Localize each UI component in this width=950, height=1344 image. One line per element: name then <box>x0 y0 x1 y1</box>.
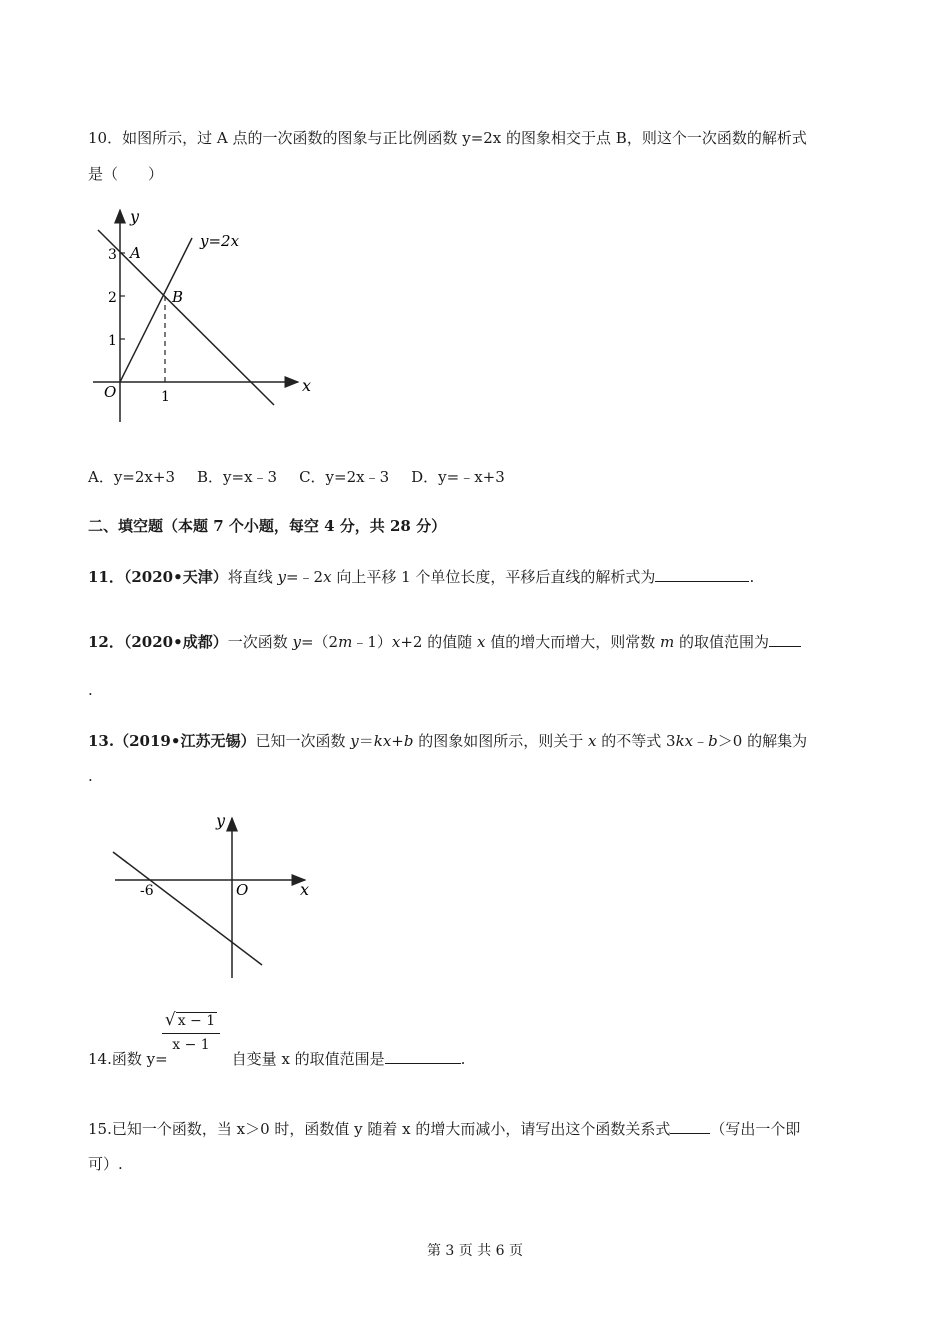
q10-line-ab <box>98 230 274 405</box>
q11-answer-blank[interactable] <box>655 566 749 582</box>
q13-origin-label: O <box>236 881 249 899</box>
q10-xtick-1: 1 <box>161 389 170 405</box>
page-footer: 第 3 页 共 6 页 <box>426 1243 524 1259</box>
q10-option-b[interactable]: B．y=x﹣3 <box>197 468 278 486</box>
q12-answer-blank[interactable] <box>769 631 801 647</box>
q12-source: （2020•成都） <box>123 633 228 651</box>
q10-stem-line2: 是（ ） <box>88 165 164 183</box>
q11-stem: 11．（2020•天津）将直线 y=﹣2x 向上平移 1 个单位长度，平移后直线的解析式为 . <box>88 568 755 586</box>
q11-source: （2020•天津） <box>123 568 228 586</box>
q12-end: . <box>88 681 93 699</box>
q15-answer-blank[interactable] <box>670 1118 710 1134</box>
q10-line-label: y=2x <box>200 232 240 250</box>
q10-point-b: B <box>172 288 184 306</box>
q14-fraction <box>162 1010 220 1054</box>
q13-line <box>113 852 262 965</box>
q13-graph <box>100 808 330 988</box>
q13-source: （2019•江苏无锡） <box>114 732 256 750</box>
q13-x-label: x <box>300 880 310 899</box>
q13-stem: 13.（2019•江苏无锡）已知一次函数 y＝kx+b 的图象如图所示，则关于 x 的不等式 3kx﹣b＞0 的解集为 <box>88 732 808 750</box>
q14-numerator: √ x − 1 <box>164 1010 216 1030</box>
q14-answer-blank[interactable] <box>385 1048 461 1064</box>
q10-options <box>88 467 505 487</box>
q10-ytick-2: 2 <box>108 290 117 306</box>
q10-option-a[interactable]: A．y=2x+3 <box>88 468 175 486</box>
q10-y-label: y <box>130 207 140 226</box>
q15-stem-line2: 可）. <box>88 1155 123 1173</box>
q12-stem: 12．（2020•成都）一次函数 y=（2m﹣1）x+2 的值随 x 值的增大而增大，则常数 m 的取值范围为 <box>88 631 801 652</box>
q10-x-label: x <box>302 376 312 395</box>
q14-stem: 14.函数 y= 自变量 x 的取值范围是 . <box>88 1050 466 1068</box>
q10-graph <box>88 200 318 430</box>
q10-option-d[interactable]: D．y=﹣x+3 <box>411 468 505 486</box>
q10-origin-label: O <box>104 383 117 401</box>
q14-denominator: x − 1 <box>172 1037 210 1053</box>
q13-y-label: y <box>216 811 226 830</box>
q13-xtick-neg6: -6 <box>140 883 154 899</box>
q10-ytick-3: 3 <box>108 247 117 263</box>
q10-option-c[interactable]: C．y=2x﹣3 <box>299 468 390 486</box>
q10-ytick-1: 1 <box>108 333 117 349</box>
section-title: 二、填空题（本题 7 个小题，每空 4 分，共 28 分） <box>88 517 447 535</box>
q15-stem-line1: 15.已知一个函数，当 x＞0 时，函数值 y 随着 x 的增大而减小，请写出这个函数关系式 （写出一个即 <box>88 1120 801 1138</box>
q10-stem-line1: 10．如图所示，过 A 点的一次函数的图象与正比例函数 y=2x 的图象相交于点 B，则这个一次函数的解析式 <box>88 129 807 147</box>
q10-point-a: A <box>130 244 141 262</box>
q13-end: . <box>88 767 93 785</box>
